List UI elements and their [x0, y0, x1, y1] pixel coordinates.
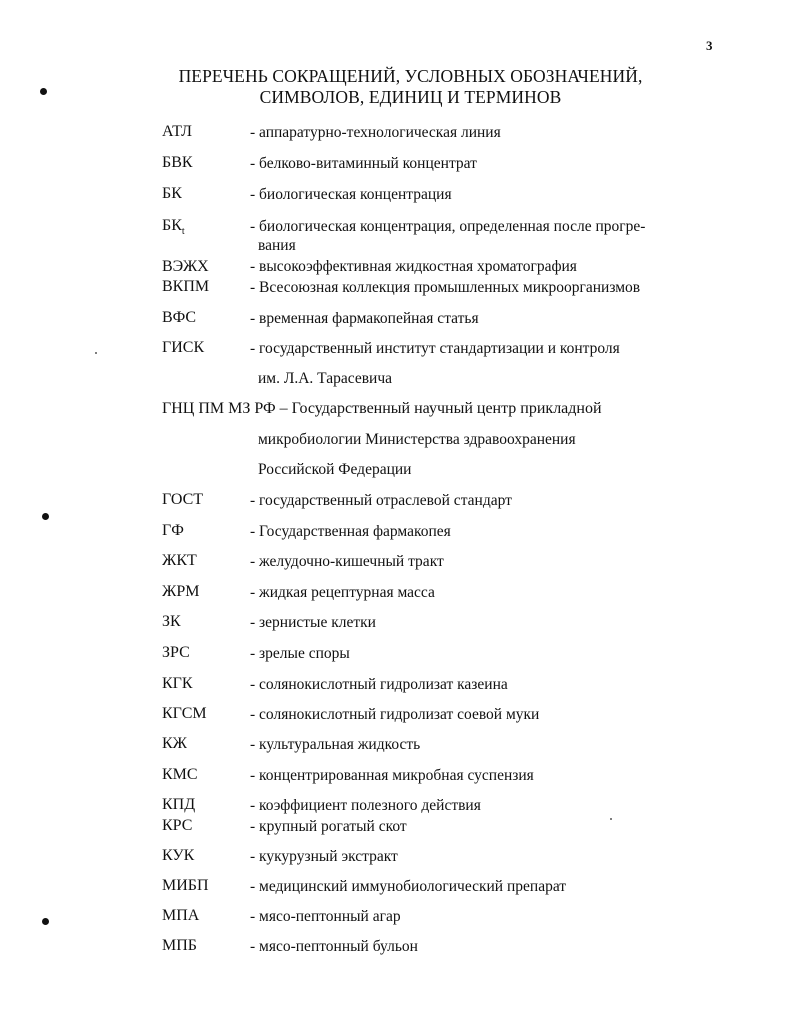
abbreviation: МПБ	[162, 937, 197, 954]
definition: - желудочно-кишечный тракт	[250, 553, 444, 570]
scan-speck	[95, 352, 97, 354]
definition: - аппаратурно-технологическая линия	[250, 124, 501, 141]
abbreviation: ВЭЖХ	[162, 258, 209, 275]
abbreviation: КГК	[162, 675, 193, 692]
abbreviation	[162, 217, 185, 237]
definition: - зернистые клетки	[250, 614, 376, 631]
abbreviation: КПД	[162, 796, 196, 813]
definition: - мясо-пептонный бульон	[250, 938, 418, 955]
abbreviation: ЗРС	[162, 644, 190, 661]
abbreviation: ЗК	[162, 613, 181, 630]
abbreviation: АТЛ	[162, 123, 192, 140]
definition: - Всесоюзная коллекция промышленных микроорганизмов	[250, 279, 641, 296]
abbreviation: МПА	[162, 907, 200, 924]
definition-continuation: Российской Федерации	[258, 461, 412, 478]
definition: - культуральная жидкость	[250, 736, 421, 753]
definition: - высокоэффективная жидкостная хроматография	[250, 258, 577, 275]
definition: - кукурузный экстракт	[250, 848, 398, 865]
abbreviation: ЖКТ	[162, 552, 197, 569]
definition-continuation: микробиологии Министерства здравоохранения	[258, 431, 576, 448]
definition: - белково-витаминный концентрат	[250, 155, 477, 172]
definition: - временная фармакопейная статья	[250, 310, 479, 327]
definition: - жидкая рецептурная масса	[250, 584, 435, 601]
abbreviation-base: БК	[162, 217, 182, 234]
abbreviation: ВФС	[162, 309, 196, 326]
page-title	[0, 66, 791, 108]
definition: - зрелые споры	[250, 645, 350, 662]
definition-continuation: им. Л.А. Тарасевича	[258, 370, 393, 387]
definition: - государственный отраслевой стандарт	[250, 492, 512, 509]
abbreviation-full-line: ГНЦ ПМ МЗ РФ – Государственный научный центр прикладной	[162, 400, 602, 417]
definition: - крупный рогатый скот	[250, 818, 407, 835]
title-line-1: ПЕРЕЧЕНЬ СОКРАЩЕНИЙ, УСЛОВНЫХ ОБОЗНАЧЕНИЙ,	[178, 66, 643, 86]
definition: - концентрированная микробная суспензия	[250, 767, 534, 784]
definition: - Государственная фармакопея	[250, 523, 451, 540]
definition: - солянокислотный гидролизат соевой муки	[250, 706, 540, 723]
definition: - солянокислотный гидролизат казеина	[250, 676, 508, 693]
page-number: 3	[706, 38, 713, 53]
definition: - государственный институт стандартизации и контроля	[250, 340, 620, 357]
abbreviation: БВК	[162, 154, 193, 171]
abbreviation: ГОСТ	[162, 491, 204, 508]
abbreviation: КМС	[162, 766, 198, 783]
abbreviation: ВКПМ	[162, 278, 210, 295]
title-line-2: СИМВОЛОВ, ЕДИНИЦ И ТЕРМИНОВ	[259, 87, 562, 107]
abbreviation: МИБП	[162, 877, 209, 894]
definition: - биологическая концентрация	[250, 186, 452, 203]
scan-speck	[610, 818, 612, 820]
definition: - коэффициент полезного действия	[250, 797, 481, 814]
abbreviation-subscript: t	[181, 226, 185, 238]
abbreviation: ЖРМ	[162, 583, 200, 600]
abbreviation: КРС	[162, 817, 193, 834]
abbreviation: ГИСК	[162, 339, 205, 356]
punch-hole-mark	[40, 88, 47, 95]
abbreviation: КГСМ	[162, 705, 207, 722]
definition: - медицинский иммунобиологический препарат	[250, 878, 567, 895]
definition-continuation: вания	[258, 237, 296, 254]
punch-hole-mark	[42, 513, 49, 520]
definition: - мясо-пептонный агар	[250, 908, 401, 925]
abbreviation: КЖ	[162, 735, 188, 752]
abbreviation: КУК	[162, 847, 195, 864]
abbreviation: БК	[162, 185, 182, 202]
punch-hole-mark	[42, 918, 49, 925]
abbreviation: ГФ	[162, 522, 184, 539]
definition: - биологическая концентрация, определенная после прогре-	[250, 218, 646, 235]
